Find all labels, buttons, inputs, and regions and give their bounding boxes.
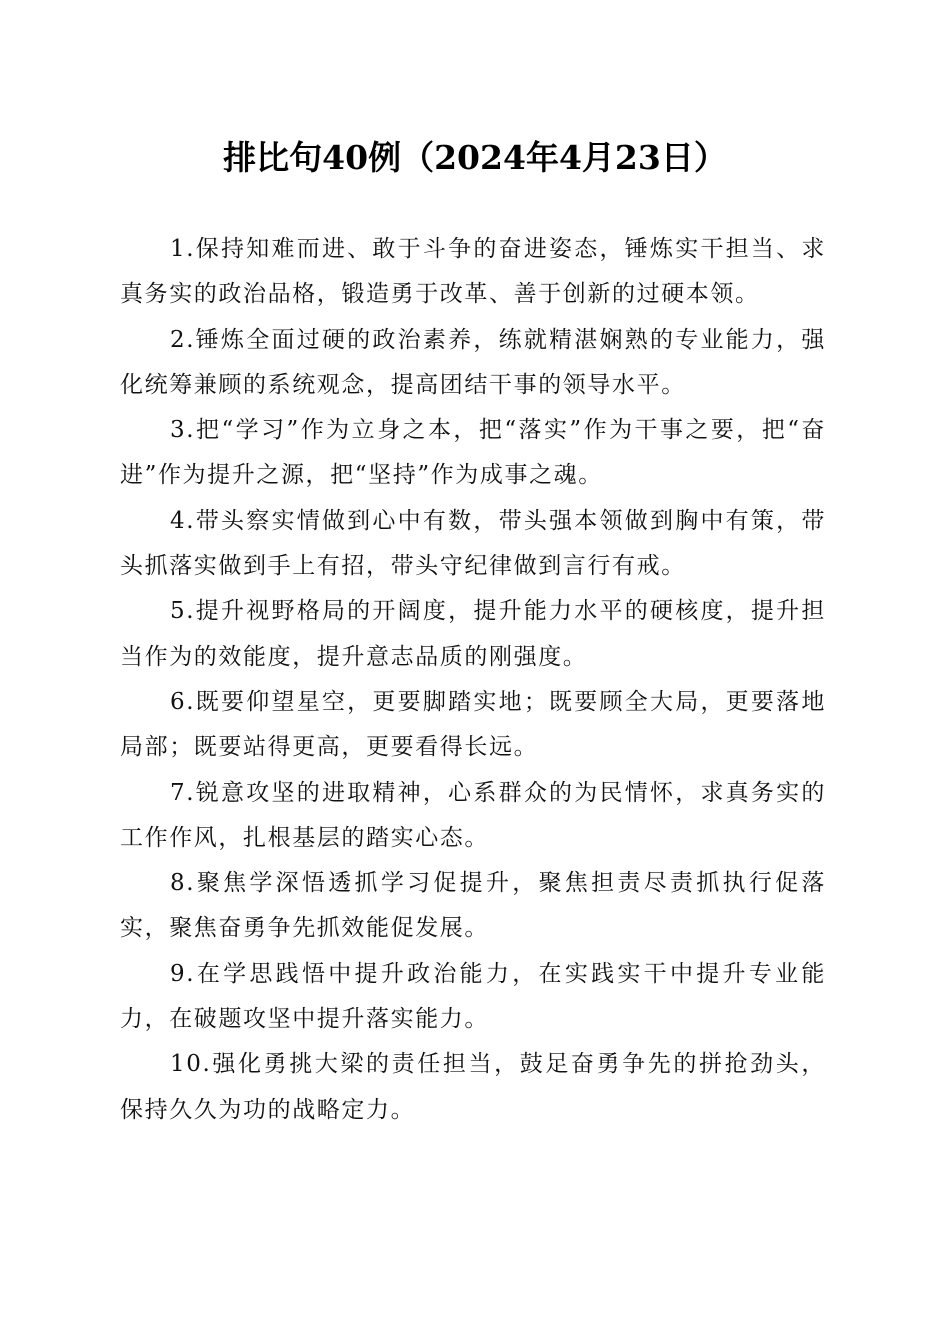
paragraph-10: 10.强化勇挑大梁的责任担当，鼓足奋勇争先的拼抢劲头，保持久久为功的战略定力。 [120,1051,826,1123]
paragraph-7: 7.锐意攻坚的进取精神，心系群众的为民情怀，求真务实的工作作风，扎根基层的踏实心态。 [120,779,826,851]
paragraph-5: 5.提升视野格局的开阔度，提升能力水平的硬核度，提升担当作为的效能度，提升意志品质的刚强度。 [120,598,826,670]
paragraph-1: 1.保持知难而进、敢于斗争的奋进姿态，锤炼实干担当、求真务实的政治品格，锻造勇于改革、善于创新的过硬本领。 [120,236,826,308]
paragraph-3: 3.把“学习”作为立身之本，把“落实”作为干事之要，把“奋进”作为提升之源，把“坚持”作为成事之魂。 [120,417,826,489]
document-title: 排比句40例（2024年4月23日） [223,138,727,177]
paragraph-2: 2.锤炼全面过硬的政治素养，练就精湛娴熟的专业能力，强化统筹兼顾的系统观念，提高团结干事的领导水平。 [120,326,826,398]
paragraph-9: 9.在学思践悟中提升政治能力，在实践实干中提升专业能力，在破题攻坚中提升落实能力。 [120,960,826,1033]
paragraph-4: 4.带头察实情做到心中有数，带头强本领做到胸中有策，带头抓落实做到手上有招，带头守纪律做到言行有戒。 [120,507,826,580]
paragraph-8: 8.聚焦学深悟透抓学习促提升，聚焦担责尽责抓执行促落实，聚焦奋勇争先抓效能促发展。 [120,870,826,942]
paragraph-6: 6.既要仰望星空，更要脚踏实地；既要顾全大局，更要落地局部；既要站得更高，更要看得长远。 [120,688,826,761]
document-body [120,227,826,1133]
